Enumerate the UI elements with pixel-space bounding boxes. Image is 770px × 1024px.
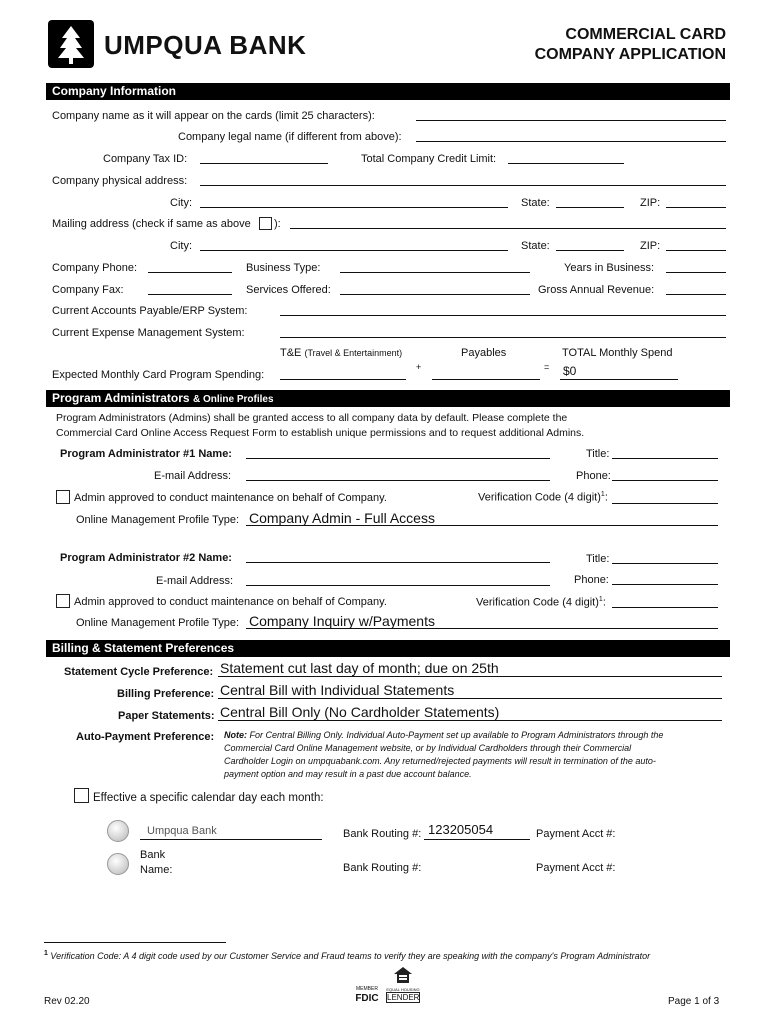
form-title-line2: COMPANY APPLICATION — [534, 46, 726, 63]
admin1-verification-field[interactable] — [612, 503, 718, 504]
section-title: Billing & Statement Preferences — [52, 641, 235, 655]
tax-id-label: Company Tax ID: — [103, 153, 188, 165]
section-billing — [46, 640, 730, 657]
services-field[interactable] — [340, 294, 530, 295]
effective-label: Effective a specific calendar day each month: — [93, 792, 324, 804]
payables-header: Payables — [461, 347, 507, 359]
mailing-close: ): — [274, 218, 281, 230]
admin2-profile-field[interactable] — [246, 628, 718, 629]
revenue-field[interactable] — [666, 294, 726, 295]
section-company-information — [46, 83, 730, 100]
option2-bank-line1: Bank — [140, 849, 166, 861]
phone-field[interactable] — [148, 272, 232, 273]
credit-limit-field[interactable] — [508, 163, 624, 164]
mailing-zip-label: ZIP: — [640, 240, 661, 252]
services-label: Services Offered: — [246, 284, 331, 296]
admin2-email-label: E-mail Address: — [156, 575, 234, 587]
option2-bank-line2: Name: — [140, 864, 173, 876]
company-name-field[interactable] — [416, 120, 726, 121]
te-label: T&E — [280, 347, 302, 359]
verification-sup: 1 — [600, 491, 605, 498]
admin2-name-field[interactable] — [246, 562, 550, 563]
note-line4: payment option and may result in a past due account balance. — [224, 769, 472, 779]
billing-pref-label: Billing Preference: — [117, 688, 215, 700]
admin1-profile-field[interactable] — [246, 525, 718, 526]
fdic-logo — [354, 985, 380, 1003]
option2-radio[interactable] — [107, 853, 129, 875]
physical-address-label: Company physical address: — [52, 175, 188, 187]
admins-intro-line1: Program Administrators (Admins) shall be granted access to all company data by default. Please complete the — [56, 412, 568, 424]
same-as-above-checkbox[interactable] — [259, 217, 272, 230]
legal-name-field[interactable] — [416, 141, 726, 142]
house-icon — [393, 966, 413, 984]
mailing-label-text: Mailing address (check if same as above — [52, 218, 251, 230]
admin1-name-field[interactable] — [246, 458, 550, 459]
verification-text: Verification Code (4 digit) — [476, 596, 599, 609]
admin1-name-label: Program Administrator #1 Name: — [60, 448, 232, 460]
admin1-phone-field[interactable] — [612, 480, 718, 481]
business-type-field[interactable] — [340, 272, 530, 273]
total-header: TOTAL Monthly Spend — [562, 347, 673, 359]
admin1-approved-label: Admin approved to conduct maintenance on behalf of Company. — [74, 492, 387, 504]
cycle-field[interactable] — [218, 676, 722, 677]
te-spend-field[interactable] — [280, 379, 406, 380]
admin2-verification-field[interactable] — [612, 607, 718, 608]
ap-system-label: Current Accounts Payable/ERP System: — [52, 305, 248, 317]
company-name-label: Company name as it will appear on the cards (limit 25 characters): — [52, 110, 375, 122]
paper-value[interactable]: Central Bill Only (No Cardholder Statements) — [220, 704, 500, 720]
revenue-label: Gross Annual Revenue: — [538, 284, 655, 296]
fdic-label: FDIC — [355, 993, 379, 1004]
admin2-title-field[interactable] — [612, 563, 718, 564]
te-header — [280, 347, 402, 359]
form-title-line1: COMMERCIAL CARD — [565, 26, 726, 43]
admin1-profile-label: Online Management Profile Type: — [76, 514, 240, 526]
city-field[interactable] — [200, 207, 508, 208]
paper-label: Paper Statements: — [118, 710, 215, 722]
section-sub: & Online Profiles — [192, 394, 274, 405]
mailing-city-field[interactable] — [200, 250, 508, 251]
option1-bank: Umpqua Bank — [147, 825, 217, 837]
tax-id-field[interactable] — [200, 163, 328, 164]
note-line1 — [224, 729, 724, 742]
fax-field[interactable] — [148, 294, 232, 295]
option1-bank-field[interactable] — [140, 839, 322, 840]
admin1-email-label: E-mail Address: — [154, 470, 232, 482]
plus-sign: + — [416, 362, 422, 372]
admin2-email-field[interactable] — [246, 585, 550, 586]
note-bold: Note: — [224, 730, 247, 740]
equal-housing-label: EQUAL HOUSING — [386, 987, 420, 992]
bank-logo — [48, 20, 94, 68]
expense-system-label: Current Expense Management System: — [52, 327, 245, 339]
admin1-email-field[interactable] — [246, 480, 550, 481]
option1-routing-field[interactable] — [424, 839, 530, 840]
admin2-profile-label: Online Management Profile Type: — [76, 617, 240, 629]
mailing-city-label: City: — [170, 240, 192, 252]
footnote-sup: 1 — [44, 950, 48, 957]
option1-radio[interactable] — [107, 820, 129, 842]
autopay-note — [224, 729, 724, 781]
effective-checkbox[interactable] — [74, 788, 89, 803]
admin1-title-field[interactable] — [612, 458, 718, 459]
section-program-administrators — [46, 390, 730, 407]
admin2-phone-field[interactable] — [612, 584, 718, 585]
equal-housing-logo — [386, 966, 420, 1003]
option2-acct-label: Payment Acct #: — [536, 862, 616, 874]
verification-text: Verification Code (4 digit) — [478, 491, 601, 504]
admin2-phone-label: Phone: — [574, 574, 609, 586]
footnote-rule — [44, 942, 226, 943]
mailing-state-label: State: — [521, 240, 550, 252]
credit-limit-label: Total Company Credit Limit: — [361, 153, 497, 165]
admin1-profile-value[interactable]: Company Admin - Full Access — [249, 510, 435, 526]
years-label: Years in Business: — [564, 262, 655, 274]
total-spend-field[interactable] — [560, 379, 678, 380]
footnote-text: Verification Code: A 4 digit code used by our Customer Service and Fraud teams to verify they are speaking with the company's Program Administrator — [50, 951, 651, 961]
fax-label: Company Fax: — [52, 284, 124, 296]
admin2-verification-label — [476, 596, 606, 609]
option2-routing-label: Bank Routing #: — [343, 862, 422, 874]
business-type-label: Business Type: — [246, 262, 321, 274]
ap-system-field[interactable] — [280, 315, 726, 316]
verification-sup: 1 — [598, 596, 603, 603]
expense-system-field[interactable] — [280, 337, 726, 338]
zip-field[interactable] — [666, 207, 726, 208]
verification-colon: : — [604, 491, 608, 504]
cycle-value[interactable]: Statement cut last day of month; due on 25th — [220, 660, 499, 676]
te-sub: (Travel & Entertainment) — [304, 348, 403, 358]
admin1-approved-checkbox[interactable] — [56, 490, 70, 504]
paper-field[interactable] — [218, 720, 722, 721]
admin2-title-label: Title: — [586, 553, 610, 565]
equals-sign: = — [544, 362, 550, 372]
note-line2: Commercial Card Online Management website, or by Individual Cardholders through their Commercial — [224, 743, 632, 753]
option1-routing-label: Bank Routing #: — [343, 828, 422, 840]
admin1-title-label: Title: — [586, 448, 610, 460]
billing-pref-value[interactable]: Central Bill with Individual Statements — [220, 682, 455, 698]
billing-pref-field[interactable] — [218, 698, 722, 699]
revision: Rev 02.20 — [44, 996, 90, 1007]
physical-address-field[interactable] — [200, 185, 726, 186]
years-field[interactable] — [666, 272, 726, 273]
admins-intro-line2: Commercial Card Online Access Request Form to establish unique permissions and to request additional Admins. — [56, 427, 585, 439]
option1-routing-value[interactable]: 123205054 — [428, 822, 494, 837]
admin2-name-label: Program Administrator #2 Name: — [60, 552, 232, 564]
legal-name-label: Company legal name (if different from above): — [178, 131, 402, 143]
section-title: Company Information — [52, 84, 177, 98]
phone-label: Company Phone: — [52, 262, 137, 274]
admin2-approved-label: Admin approved to conduct maintenance on behalf of Company. — [74, 596, 387, 608]
page-number: Page 1 of 3 — [668, 996, 720, 1007]
admin2-profile-value[interactable]: Company Inquiry w/Payments — [249, 613, 435, 629]
state-label: State: — [521, 197, 550, 209]
member-label: MEMBER — [356, 986, 378, 992]
admin1-verification-label — [478, 491, 608, 504]
spending-label: Expected Monthly Card Program Spending: — [52, 369, 265, 381]
section-title: Program Administrators — [52, 391, 190, 405]
bank-name: UMPQUA BANK — [104, 30, 307, 60]
note-line3: Cardholder Login on umpquabank.com. Any returned/rejected payments will result in termination of the auto- — [224, 756, 656, 766]
footnote — [44, 950, 650, 961]
admin1-phone-label: Phone: — [576, 470, 611, 482]
mailing-address-field[interactable] — [290, 228, 726, 229]
tree-icon — [48, 20, 94, 68]
note-line1-text: For Central Billing Only. Individual Auto-Payment set up available to Program Administrators through the — [249, 730, 664, 740]
option1-acct-label: Payment Acct #: — [536, 828, 616, 840]
city-label: City: — [170, 197, 192, 209]
verification-colon: : — [602, 596, 606, 609]
mailing-zip-field[interactable] — [666, 250, 726, 251]
autopay-label: Auto-Payment Preference: — [76, 731, 215, 743]
admin2-approved-checkbox[interactable] — [56, 594, 70, 608]
zip-label: ZIP: — [640, 197, 661, 209]
cycle-label: Statement Cycle Preference: — [64, 666, 214, 678]
state-field[interactable] — [556, 207, 624, 208]
mailing-address-label — [52, 218, 251, 230]
mailing-state-field[interactable] — [556, 250, 624, 251]
total-spend-value: $0 — [563, 364, 577, 378]
lender-label: LENDER — [387, 993, 420, 1002]
payables-spend-field[interactable] — [432, 379, 540, 380]
